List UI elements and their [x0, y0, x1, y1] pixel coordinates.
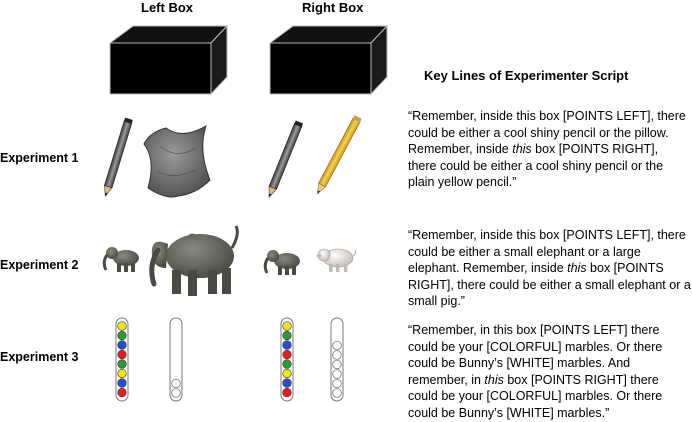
- colorful-marble: [118, 379, 127, 388]
- colorful-marble: [283, 369, 292, 378]
- yellow-pencil-icon: [314, 115, 362, 196]
- colorful-marble: [118, 369, 127, 378]
- small-pig-icon: [317, 249, 356, 272]
- white-marble: [333, 351, 342, 360]
- white-marble: [333, 379, 342, 388]
- white-marble: [333, 389, 342, 398]
- white-marble: [172, 379, 181, 388]
- colorful-marble: [118, 341, 127, 350]
- white-marbles-tube-icon: [331, 318, 343, 401]
- small-elephant-icon: [265, 250, 300, 275]
- colorful-marble: [283, 341, 292, 350]
- left-box-header: Left Box: [141, 0, 193, 15]
- experiment-2-label: Experiment 2: [0, 258, 79, 272]
- experiment-1-script: “Remember, inside this box [POINTS LEFT], there could be either a cool shiny pencil or the pillow. Remember, inside this box [POINTS RIGHT], there could be either a cool shiny pencil or the plain yellow pencil.”: [408, 109, 686, 190]
- colorful-marble: [283, 360, 292, 369]
- experiment-2-script: “Remember, inside this box [POINTS LEFT], there could be either a small elephant or a large elephant. Remember, inside this box [POINTS RIGHT], there could be either a small elephant or a small pig.”: [408, 228, 691, 309]
- white-marble: [333, 360, 342, 369]
- colorful-marble: [118, 388, 127, 397]
- experiment-3-label: Experiment 3: [0, 350, 79, 364]
- right-box-header: Right Box: [302, 0, 364, 15]
- pencil-icon: [101, 118, 132, 198]
- colorful-marble: [118, 350, 127, 359]
- pencil-icon: [265, 120, 303, 198]
- large-elephant-icon: [152, 226, 238, 296]
- experiment-3-script: “Remember, in this box [POINTS LEFT] there could be your [COLORFUL] marbles. Or there could be Bunny’s [WHITE] marbles. And remember, in this box [POINTS RIGHT] there could be your [COLORFUL] marbles. Or there could be Bunny’s [WHITE] marbles.”: [408, 323, 663, 420]
- colorful-marble: [118, 331, 127, 340]
- experiment-1-label: Experiment 1: [0, 151, 79, 165]
- colorful-marble: [118, 360, 127, 369]
- colorful-marble: [118, 322, 127, 331]
- small-elephant-icon: [104, 247, 139, 272]
- colorful-marbles-tube-icon: [116, 318, 128, 401]
- right-box-icon: [270, 26, 387, 94]
- script-title: Key Lines of Experimenter Script: [424, 68, 629, 83]
- white-marble: [172, 389, 181, 398]
- white-marble: [333, 341, 342, 350]
- pillow-icon: [144, 126, 210, 197]
- colorful-marble: [283, 331, 292, 340]
- colorful-marble: [283, 388, 292, 397]
- white-marble: [333, 370, 342, 379]
- colorful-marble: [283, 350, 292, 359]
- left-box-icon: [110, 26, 227, 94]
- colorful-marble: [283, 379, 292, 388]
- colorful-marble: [283, 322, 292, 331]
- white-marbles-tube-icon: [170, 318, 182, 401]
- colorful-marbles-tube-icon: [281, 318, 293, 401]
